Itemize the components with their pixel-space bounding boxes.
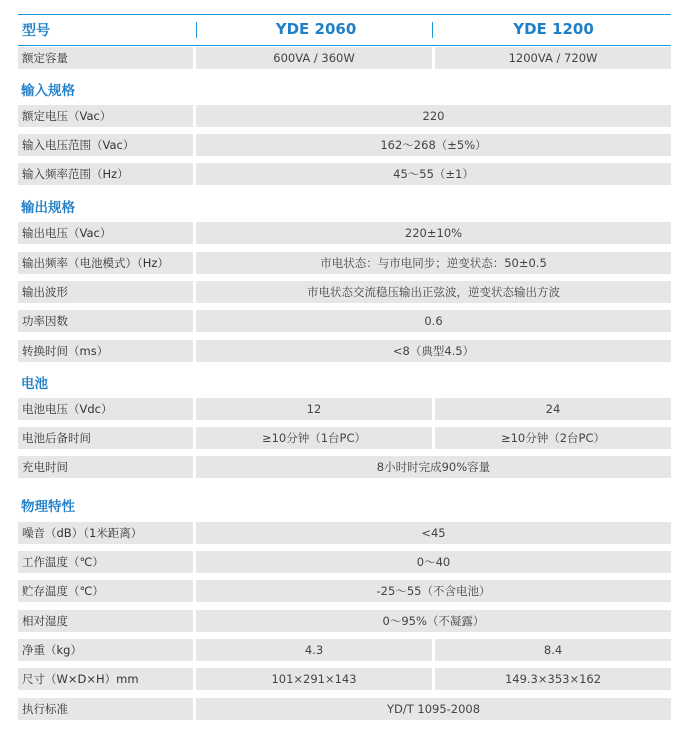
row-label: 相对湿度 [18,610,193,632]
row-value: 162～268（±5%） [196,134,671,156]
row-dimensions [18,668,671,690]
model-label: 型号 [22,23,50,39]
value-yde2060: 12 [196,398,432,420]
header-divider [432,22,433,38]
row-value: <45 [196,522,671,544]
section-title-battery: 电池 [21,376,48,392]
row-label: 净重（kg） [18,639,193,661]
model-yde2060: YDE 2060 [275,20,357,38]
row-backup-time [18,427,671,449]
row-value: <8（典型4.5） [196,340,671,362]
row-value: 0～40 [196,551,671,573]
section-title-physical: 物理特性 [21,499,75,515]
row-output-frequency [18,252,671,274]
value-yde1200: 8.4 [435,639,671,661]
row-noise [18,522,671,544]
row-label: 额定容量 [18,47,193,69]
row-label: 额定电压（Vac） [18,105,193,127]
row-rated-voltage [18,105,671,127]
section-title-input: 输入规格 [21,83,75,99]
model-yde1200: YDE 1200 [513,20,594,38]
row-value: 45～55（±1） [196,163,671,185]
value-yde2060: 4.3 [196,639,432,661]
row-value: YD/T 1095-2008 [196,698,671,720]
row-value: 市电状态：与市电同步；逆变状态：50±0.5 [196,252,671,274]
row-label: 输入频率范围（Hz） [18,163,193,185]
row-battery-voltage [18,398,671,420]
row-label: 输入电压范围（Vac） [18,134,193,156]
row-value: 8小时时完成90%容量 [196,456,671,478]
row-label: 输出波形 [18,281,193,303]
value-yde1200: 24 [435,398,671,420]
row-output-waveform [18,281,671,303]
value-yde1200: ≥10分钟（2台PC） [435,427,671,449]
row-standard [18,698,671,720]
header-divider [196,22,197,38]
row-value: -25～55（不含电池） [196,580,671,602]
row-output-voltage [18,222,671,244]
row-label: 尺寸（W×D×H）mm [18,668,193,690]
row-operating-temperature [18,551,671,573]
value-yde1200: 1200VA / 720W [435,47,671,69]
row-label: 充电时间 [18,456,193,478]
row-value: 市电状态交流稳压输出正弦波，逆变状态输出方波 [196,281,671,303]
row-label: 工作温度（℃） [18,551,193,573]
row-storage-temperature [18,580,671,602]
row-label: 电池电压（Vdc） [18,398,193,420]
row-label: 功率因数 [18,310,193,332]
row-net-weight [18,639,671,661]
row-label: 噪音（dB）（1米距离） [18,522,193,544]
row-label: 输出频率（电池模式）（Hz） [18,252,193,274]
row-value: 220 [196,105,671,127]
row-label: 输出电压（Vac） [18,222,193,244]
value-yde2060: 101×291×143 [196,668,432,690]
row-rated-capacity [18,47,671,69]
row-power-factor [18,310,671,332]
table-header [18,14,671,46]
row-label: 转换时间（ms） [18,340,193,362]
row-value: 0～95%（不凝露） [196,610,671,632]
row-value: 220±10% [196,222,671,244]
row-charge-time [18,456,671,478]
row-input-frequency-range [18,163,671,185]
row-label: 贮存温度（℃） [18,580,193,602]
row-label: 电池后备时间 [18,427,193,449]
row-input-voltage-range [18,134,671,156]
row-relative-humidity [18,610,671,632]
row-value: 0.6 [196,310,671,332]
value-yde1200: 149.3×353×162 [435,668,671,690]
value-yde2060: ≥10分钟（1台PC） [196,427,432,449]
row-label: 执行标准 [18,698,193,720]
row-transfer-time [18,340,671,362]
value-yde2060: 600VA / 360W [196,47,432,69]
section-title-output: 输出规格 [21,200,75,216]
